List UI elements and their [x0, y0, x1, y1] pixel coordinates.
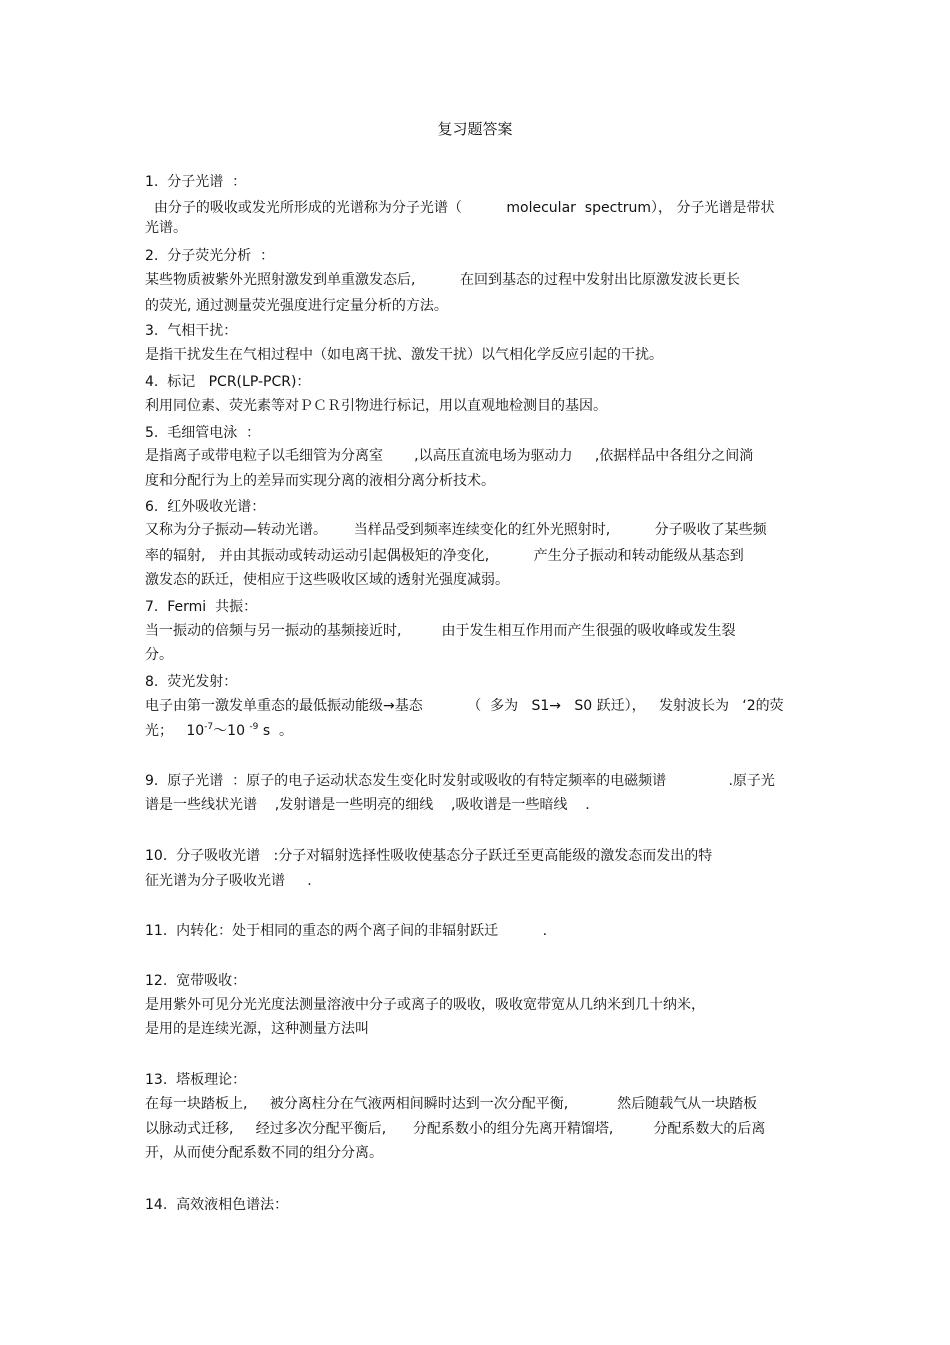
lifetime-mid: ～10: [213, 723, 250, 739]
document-title: 复习题答案: [437, 120, 513, 138]
item-4-line-1: 利用同位素、荧光素等对ＰＣＲ引物进行标记，用以直观地检测目的基因。: [145, 398, 607, 414]
item-1-line-1: 由分子的吸收或发光所形成的光谱称为分子光谱（ molecular spectrum）， 分子光谱是带状: [145, 200, 775, 216]
item-13-heading: 13. 塔板理论：: [145, 1072, 247, 1088]
item-9-heading: 9. 原子光谱 ：原子的电子运动状态发生变化时发射或吸收的有特定频率的电磁频谱 .原子光: [145, 773, 775, 789]
item-4-heading: 4. 标记 PCR(LP-PCR)：: [145, 374, 311, 390]
item-1-line-2: 光谱。: [145, 220, 187, 236]
item-12-heading: 12. 宽带吸收：: [145, 973, 247, 989]
item-9-line-1: 谱是一些线状光谱 ,发射谱是一些明亮的细线 ,吸收谱是一些暗线 .: [145, 797, 590, 813]
item-8-line-1: 电子由第一激发单重态的最低振动能级→基态 （ 多为 S1→ S0 跃迁）， 发射波长为 ‘2的荧: [145, 698, 784, 714]
item-7-line-1: 当一振动的倍频与另一振动的基频接近时, 由于发生相互作用而产生很强的吸收峰或发生裂: [145, 623, 736, 639]
item-2-heading: 2. 分子荧光分析 ：: [145, 248, 275, 264]
item-12-line-1: 是用紫外可见分光光度法测量溶液中分子或离子的吸收，吸收宽带宽从几纳米到几十纳米，: [145, 997, 705, 1013]
item-2-line-2: 的荧光, 通过测量荧光强度进行定量分析的方法。: [145, 298, 448, 314]
item-5-line-2: 度和分配行为上的差异而实现分离的液相分离分析技术。: [145, 473, 495, 489]
item-13-line-1: 在每一块踏板上, 被分离柱分在气液两相间瞬时达到一次分配平衡, 然后随载气从一块踏板: [145, 1096, 758, 1112]
item-3-heading: 3. 气相干扰：: [145, 323, 238, 339]
item-14-heading: 14. 高效液相色谱法：: [145, 1197, 289, 1213]
item-13-line-3: 开，从而使分配系数不同的组分分离。: [145, 1145, 383, 1161]
item-6-line-2: 率的辐射, 并由其振动或转动运动引起偶极矩的净变化, 产生分子振动和转动能级从基态到: [145, 548, 744, 564]
item-10-line-1: 征光谱为分子吸收光谱 .: [145, 873, 312, 889]
item-10-heading: 10. 分子吸收光谱 :分子对辐射选择性吸收使基态分子跃迁至更高能级的激发态而发出的特: [145, 848, 713, 864]
item-6-line-3: 激发态的跃迁，使相应于这些吸收区域的透射光强度减弱。: [145, 572, 509, 588]
item-2-line-1: 某些物质被紫外光照射激发到单重激发态后, 在回到基态的过程中发射出比原激发波长更长: [145, 272, 740, 288]
lifetime-suffix: s 。: [258, 723, 294, 739]
item-7-line-2: 分。: [145, 647, 173, 663]
item-5-heading: 5. 毛细管电泳 ：: [145, 425, 261, 441]
item-3-line-1: 是指干扰发生在气相过程中（如电离干扰、激发干扰）以气相化学反应引起的干扰。: [145, 347, 663, 363]
item-1-heading: 1. 分子光谱 ：: [145, 174, 247, 190]
item-8-lifetime-line: [145, 721, 815, 741]
item-12-line-2: 是用的是连续光源，这种测量方法叫: [145, 1021, 369, 1037]
item-8-heading: 8. 荧光发射：: [145, 674, 238, 690]
item-7-heading: 7. Fermi 共振：: [145, 599, 258, 615]
item-6-heading: 6. 红外吸收光谱：: [145, 499, 266, 515]
lifetime-exponent-2: -9: [249, 722, 259, 732]
item-6-line-1: 又称为分子振动—转动光谱。 当样品受到频率连续变化的红外光照射时, 分子吸收了某些频: [145, 522, 767, 538]
lifetime-exponent-1: -7: [204, 722, 214, 732]
item-11-heading: 11. 内转化：处于相同的重态的两个离子间的非辐射跃迁 .: [145, 923, 548, 939]
item-5-line-1: 是指离子或带电粒子以毛细管为分离室 ,以高压直流电场为驱动力 ,依据样品中各组分之间淌: [145, 448, 754, 464]
lifetime-prefix: 光； 10: [145, 723, 205, 739]
item-13-line-2: 以脉动式迁移, 经过多次分配平衡后, 分配系数小的组分先离开精馏塔, 分配系数大的后离: [145, 1121, 766, 1137]
